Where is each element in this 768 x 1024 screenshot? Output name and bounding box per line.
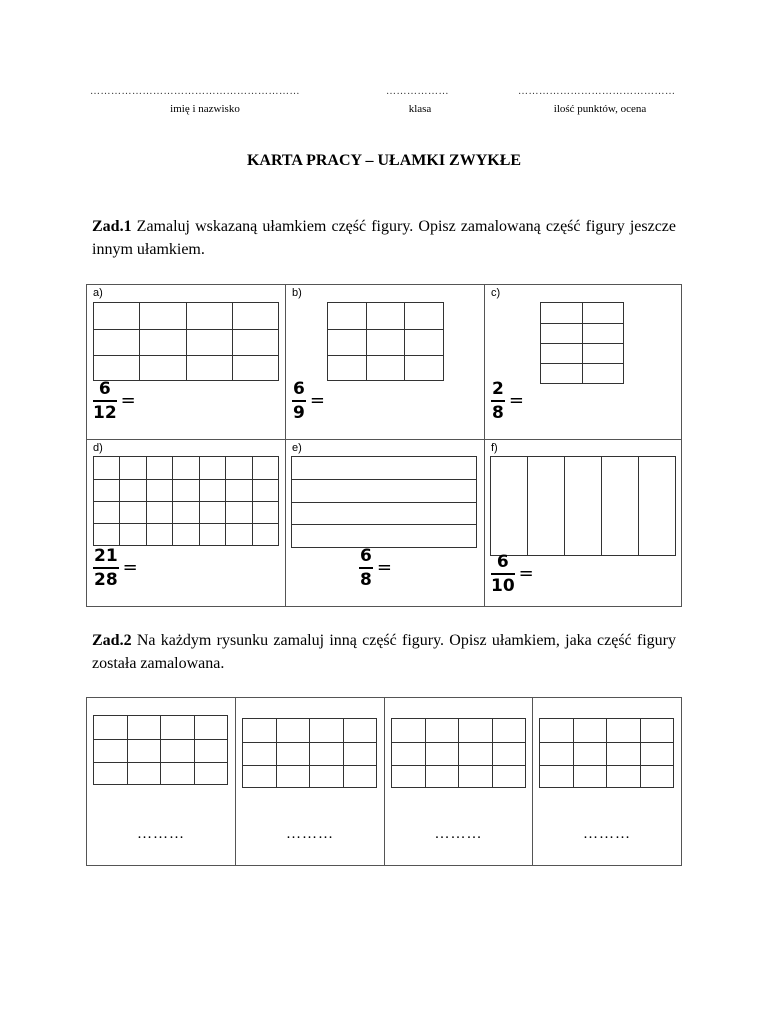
numerator: 6 <box>293 379 305 399</box>
name-label: imię i nazwisko <box>170 103 240 115</box>
equals-sign: = <box>376 557 392 579</box>
figure-d[interactable] <box>93 456 279 546</box>
answer-blank[interactable]: ……… <box>434 826 483 842</box>
cell-letter: b) <box>292 287 302 299</box>
fraction-d <box>93 547 138 589</box>
name-line: …………………………………………………… <box>90 86 300 97</box>
class-label: klasa <box>408 103 432 115</box>
task2-instruction <box>92 629 676 675</box>
task2-cell-2 <box>236 698 385 866</box>
task2-cell-4 <box>533 698 682 866</box>
fraction-a <box>93 380 136 422</box>
task2-table <box>86 697 682 866</box>
task2-figure-2[interactable] <box>242 718 377 788</box>
cell-b <box>286 285 485 440</box>
denominator: 12 <box>93 402 117 423</box>
cell-letter: f) <box>491 442 498 454</box>
task2-figure-3[interactable] <box>391 718 526 788</box>
numerator: 6 <box>98 379 111 399</box>
denominator: 28 <box>94 569 118 590</box>
fraction-b <box>292 380 325 422</box>
cell-e <box>286 440 485 607</box>
cell-f <box>485 440 682 607</box>
points-label: ilość punktów, ocena <box>553 103 647 115</box>
answer-blank[interactable]: ……… <box>286 826 334 842</box>
figure-c[interactable] <box>540 302 624 384</box>
task1-text: Zamaluj wskazaną ułamkiem część figury. Opisz zamalowaną część figury jeszcze innym ułamkiem. <box>92 218 676 258</box>
cell-letter: a) <box>93 287 103 299</box>
denominator: 8 <box>360 569 372 590</box>
fraction-f <box>491 553 534 595</box>
numerator: 21 <box>94 546 118 566</box>
answer-blank[interactable]: ……… <box>137 826 185 842</box>
answer-blank[interactable]: ……… <box>583 826 631 842</box>
cell-c <box>485 285 682 440</box>
equals-sign: = <box>120 390 136 412</box>
points-line: ……………………………………… <box>518 86 676 97</box>
equals-sign: = <box>518 563 534 585</box>
numerator: 2 <box>492 379 504 399</box>
numerator: 6 <box>496 552 509 572</box>
cell-letter: c) <box>491 287 501 299</box>
figure-e[interactable] <box>291 456 477 548</box>
task1-label: Zad.1 <box>92 218 132 235</box>
numerator: 6 <box>360 546 372 566</box>
task2-figure-1[interactable] <box>93 715 228 785</box>
cell-a <box>87 285 286 440</box>
task2-label: Zad.2 <box>92 632 132 649</box>
cell-letter: d) <box>93 442 103 454</box>
cell-letter: e) <box>292 442 302 454</box>
denominator: 9 <box>293 402 305 423</box>
equals-sign: = <box>122 557 138 579</box>
task2-cell-3 <box>385 698 533 866</box>
task2-figure-4[interactable] <box>539 718 674 788</box>
task2-cell-1 <box>87 698 236 866</box>
task1-table <box>86 284 682 607</box>
task1-instruction <box>92 215 676 261</box>
fraction-c <box>491 380 524 422</box>
task2-text: Na każdym rysunku zamaluj inną część figury. Opisz ułamkiem, jaka część figury została zamalowana. <box>92 632 676 672</box>
equals-sign: = <box>309 390 325 412</box>
denominator: 10 <box>491 575 515 596</box>
page-title: KARTA PRACY – UŁAMKI ZWYKŁE <box>246 152 522 169</box>
cell-d <box>87 440 286 607</box>
denominator: 8 <box>492 402 504 423</box>
figure-b[interactable] <box>327 302 444 381</box>
fraction-e <box>359 547 392 589</box>
equals-sign: = <box>508 390 524 412</box>
figure-a[interactable] <box>93 302 279 381</box>
figure-f[interactable] <box>490 456 676 556</box>
class-line: ……………… <box>386 86 449 97</box>
